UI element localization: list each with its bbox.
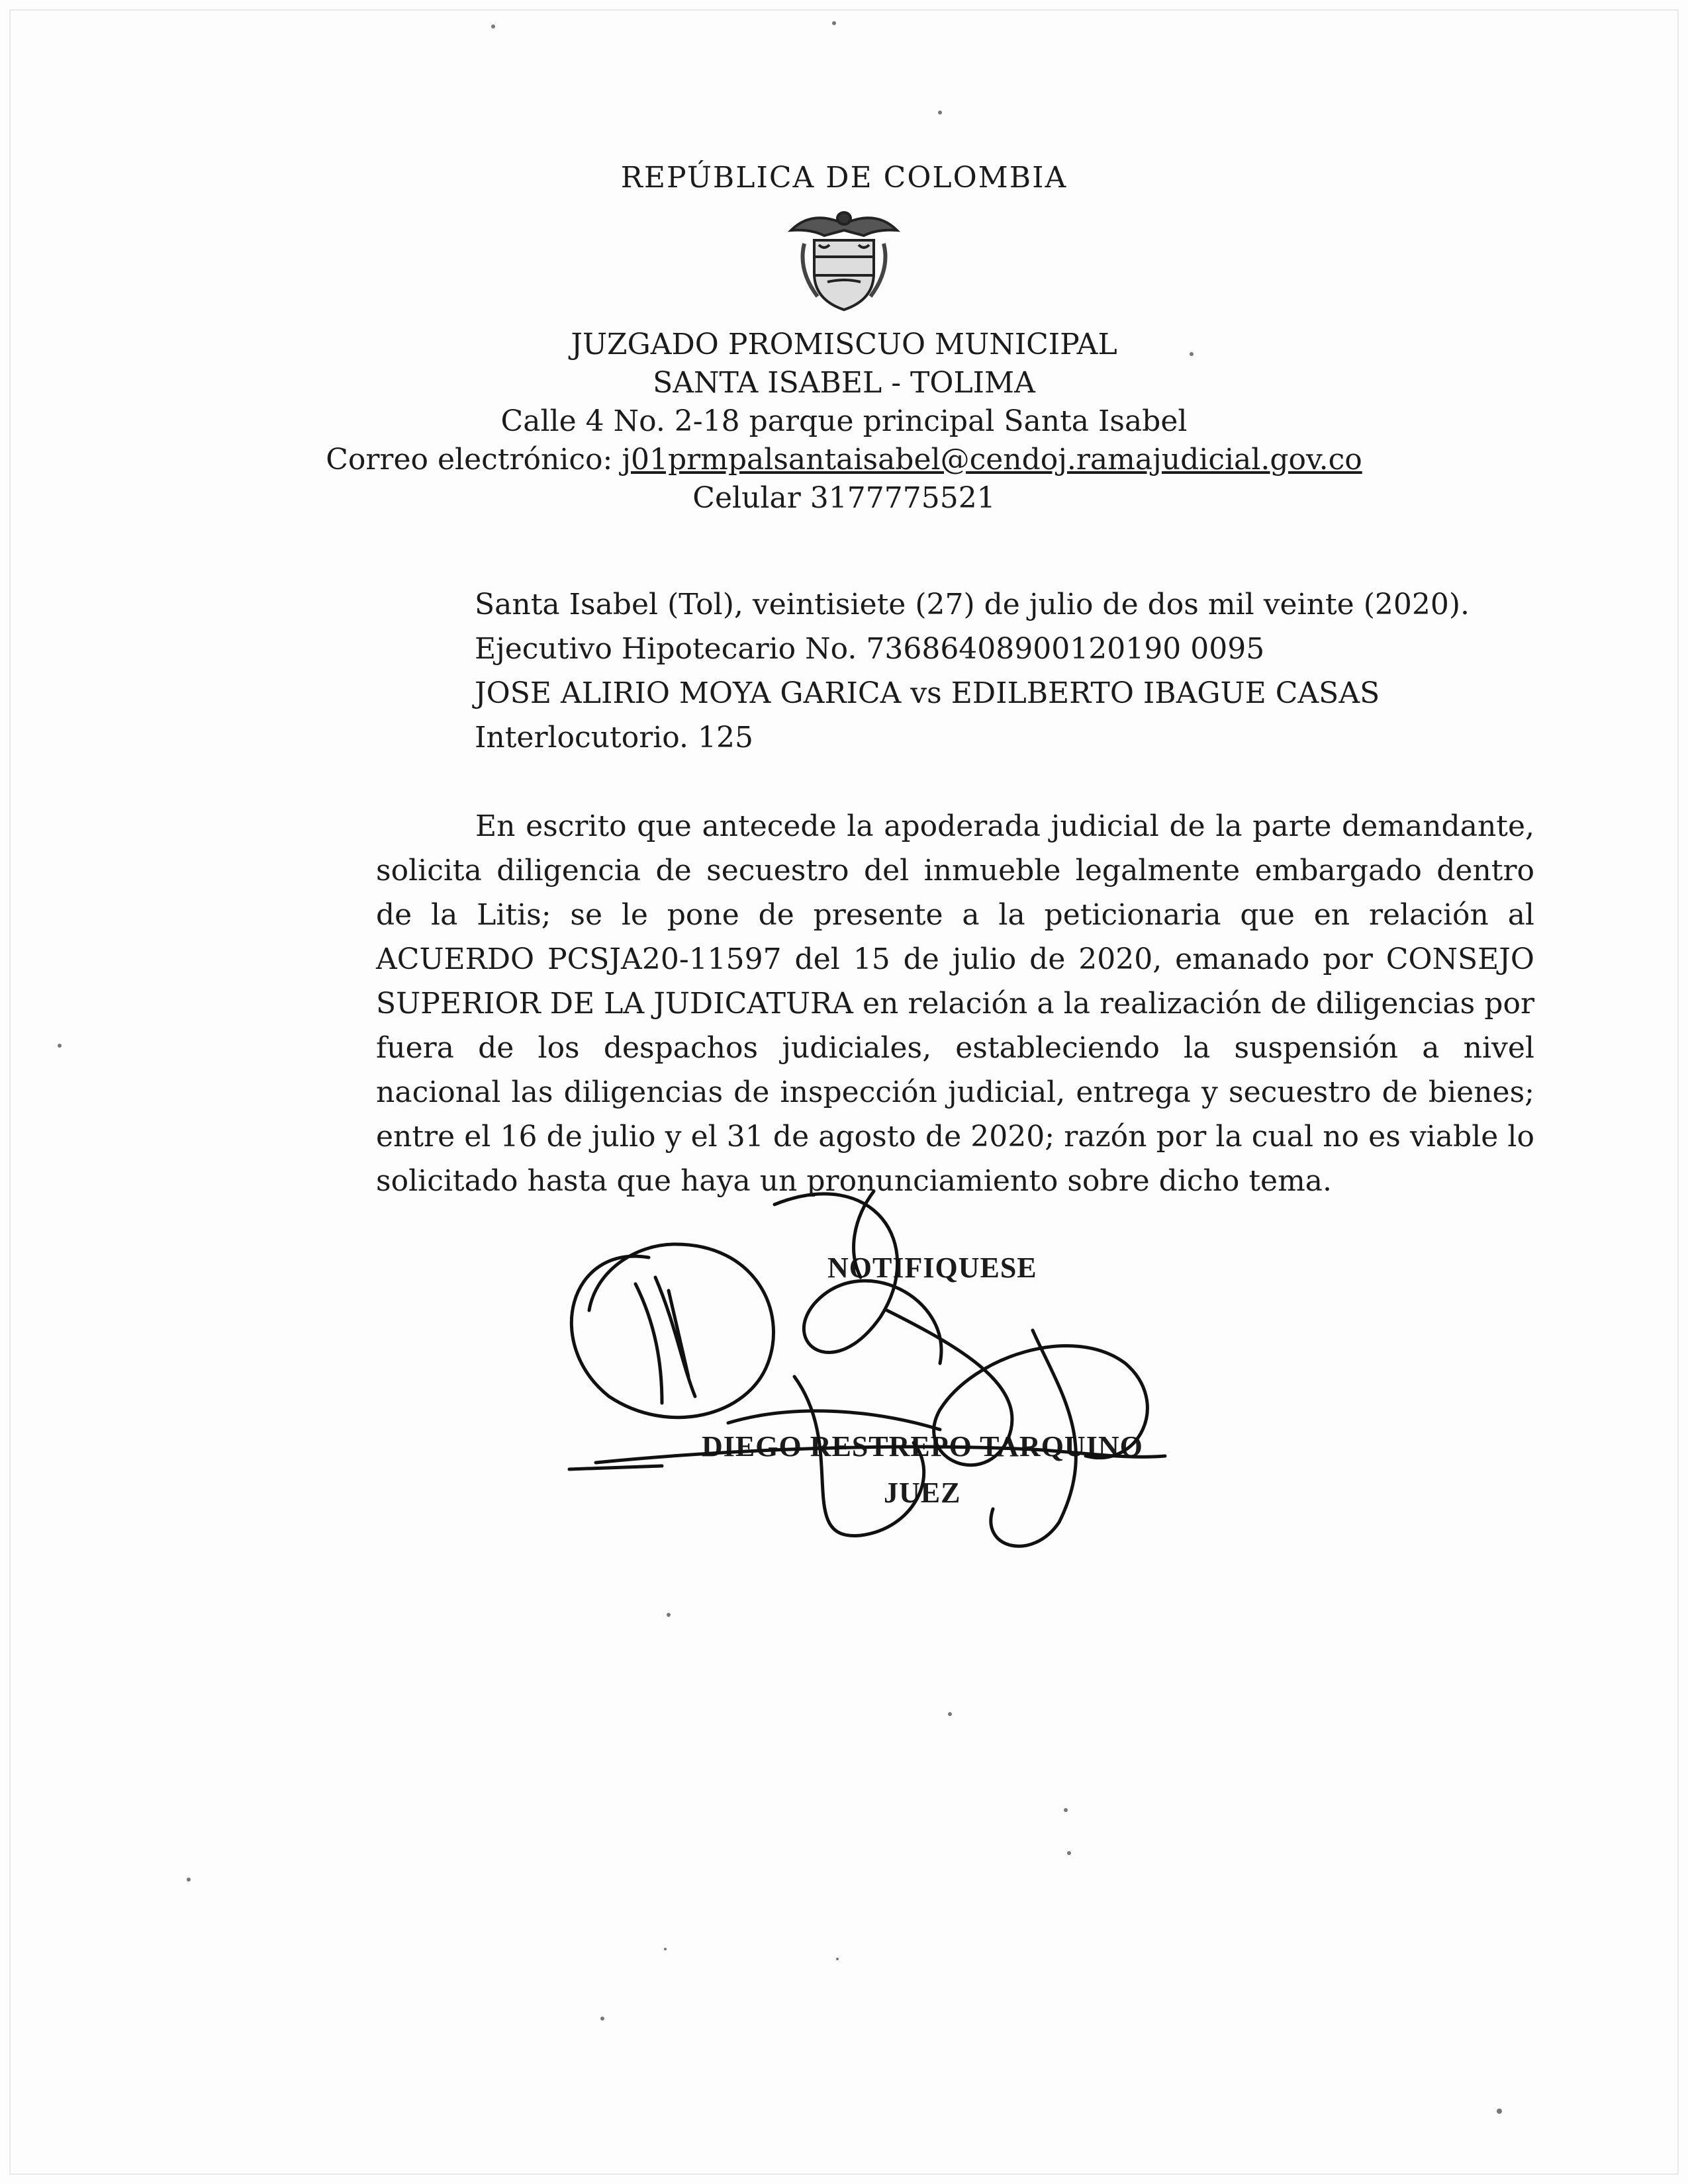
phone-line: Celular 3177775521: [692, 481, 996, 515]
court-name: JUZGADO PROMISCUO MUNICIPAL: [571, 328, 1117, 361]
court-address: Calle 4 No. 2-18 parque principal Santa Isabel: [500, 404, 1188, 438]
letterhead: [0, 159, 1688, 518]
order-number: Interlocutorio. 125: [475, 721, 753, 754]
judge-name: DIEGO RESTREPO TARQUINO: [702, 1430, 1143, 1463]
country-heading: REPÚBLICA DE COLOMBIA: [620, 161, 1068, 195]
court-location: SANTA ISABEL - TOLIMA: [653, 366, 1035, 400]
judge-title: JUEZ: [884, 1477, 961, 1509]
coat-of-arms-icon: [778, 204, 910, 316]
case-parties: JOSE ALIRIO MOYA GARICA vs EDILBERTO IBAGUE CASAS: [475, 676, 1380, 710]
case-number: Ejecutivo Hipotecario No. 73686408900120190 0095: [475, 632, 1265, 666]
notify-heading: NOTIFIQUESE: [827, 1251, 1037, 1284]
email-link[interactable]: j01prmpalsantaisabel@cendoj.ramajudicial.gov.co: [622, 443, 1362, 477]
body-paragraph: En escrito que antecede la apoderada judicial de la parte demandante, solicita diligencia de secuestro del inmueble legalmente embargado dentro de la Litis; se le pone de presente a la peticionaria que en relación al ACUERDO PCSJA20-11597 del 15 de julio de 2020, emanado por CONSEJO SUPERIOR DE LA JUDICATURA en relación a la realización de diligencias por fuera de los despachos judiciales, estableciendo la suspensión a nivel nacional las diligencias de inspección judicial, entrega y secuestro de bienes; entre el 16 de julio y el 31 de agosto de 2020; razón por la cual no es viable lo solicitado hasta que haya un pronunciamiento sobre dicho tema.: [376, 809, 1534, 1198]
date-line: Santa Isabel (Tol), veintisiete (27) de julio de dos mil veinte (2020).: [475, 588, 1470, 621]
email-line: [0, 441, 1688, 479]
email-label: Correo electrónico:: [326, 443, 622, 477]
case-details: [475, 582, 1534, 760]
